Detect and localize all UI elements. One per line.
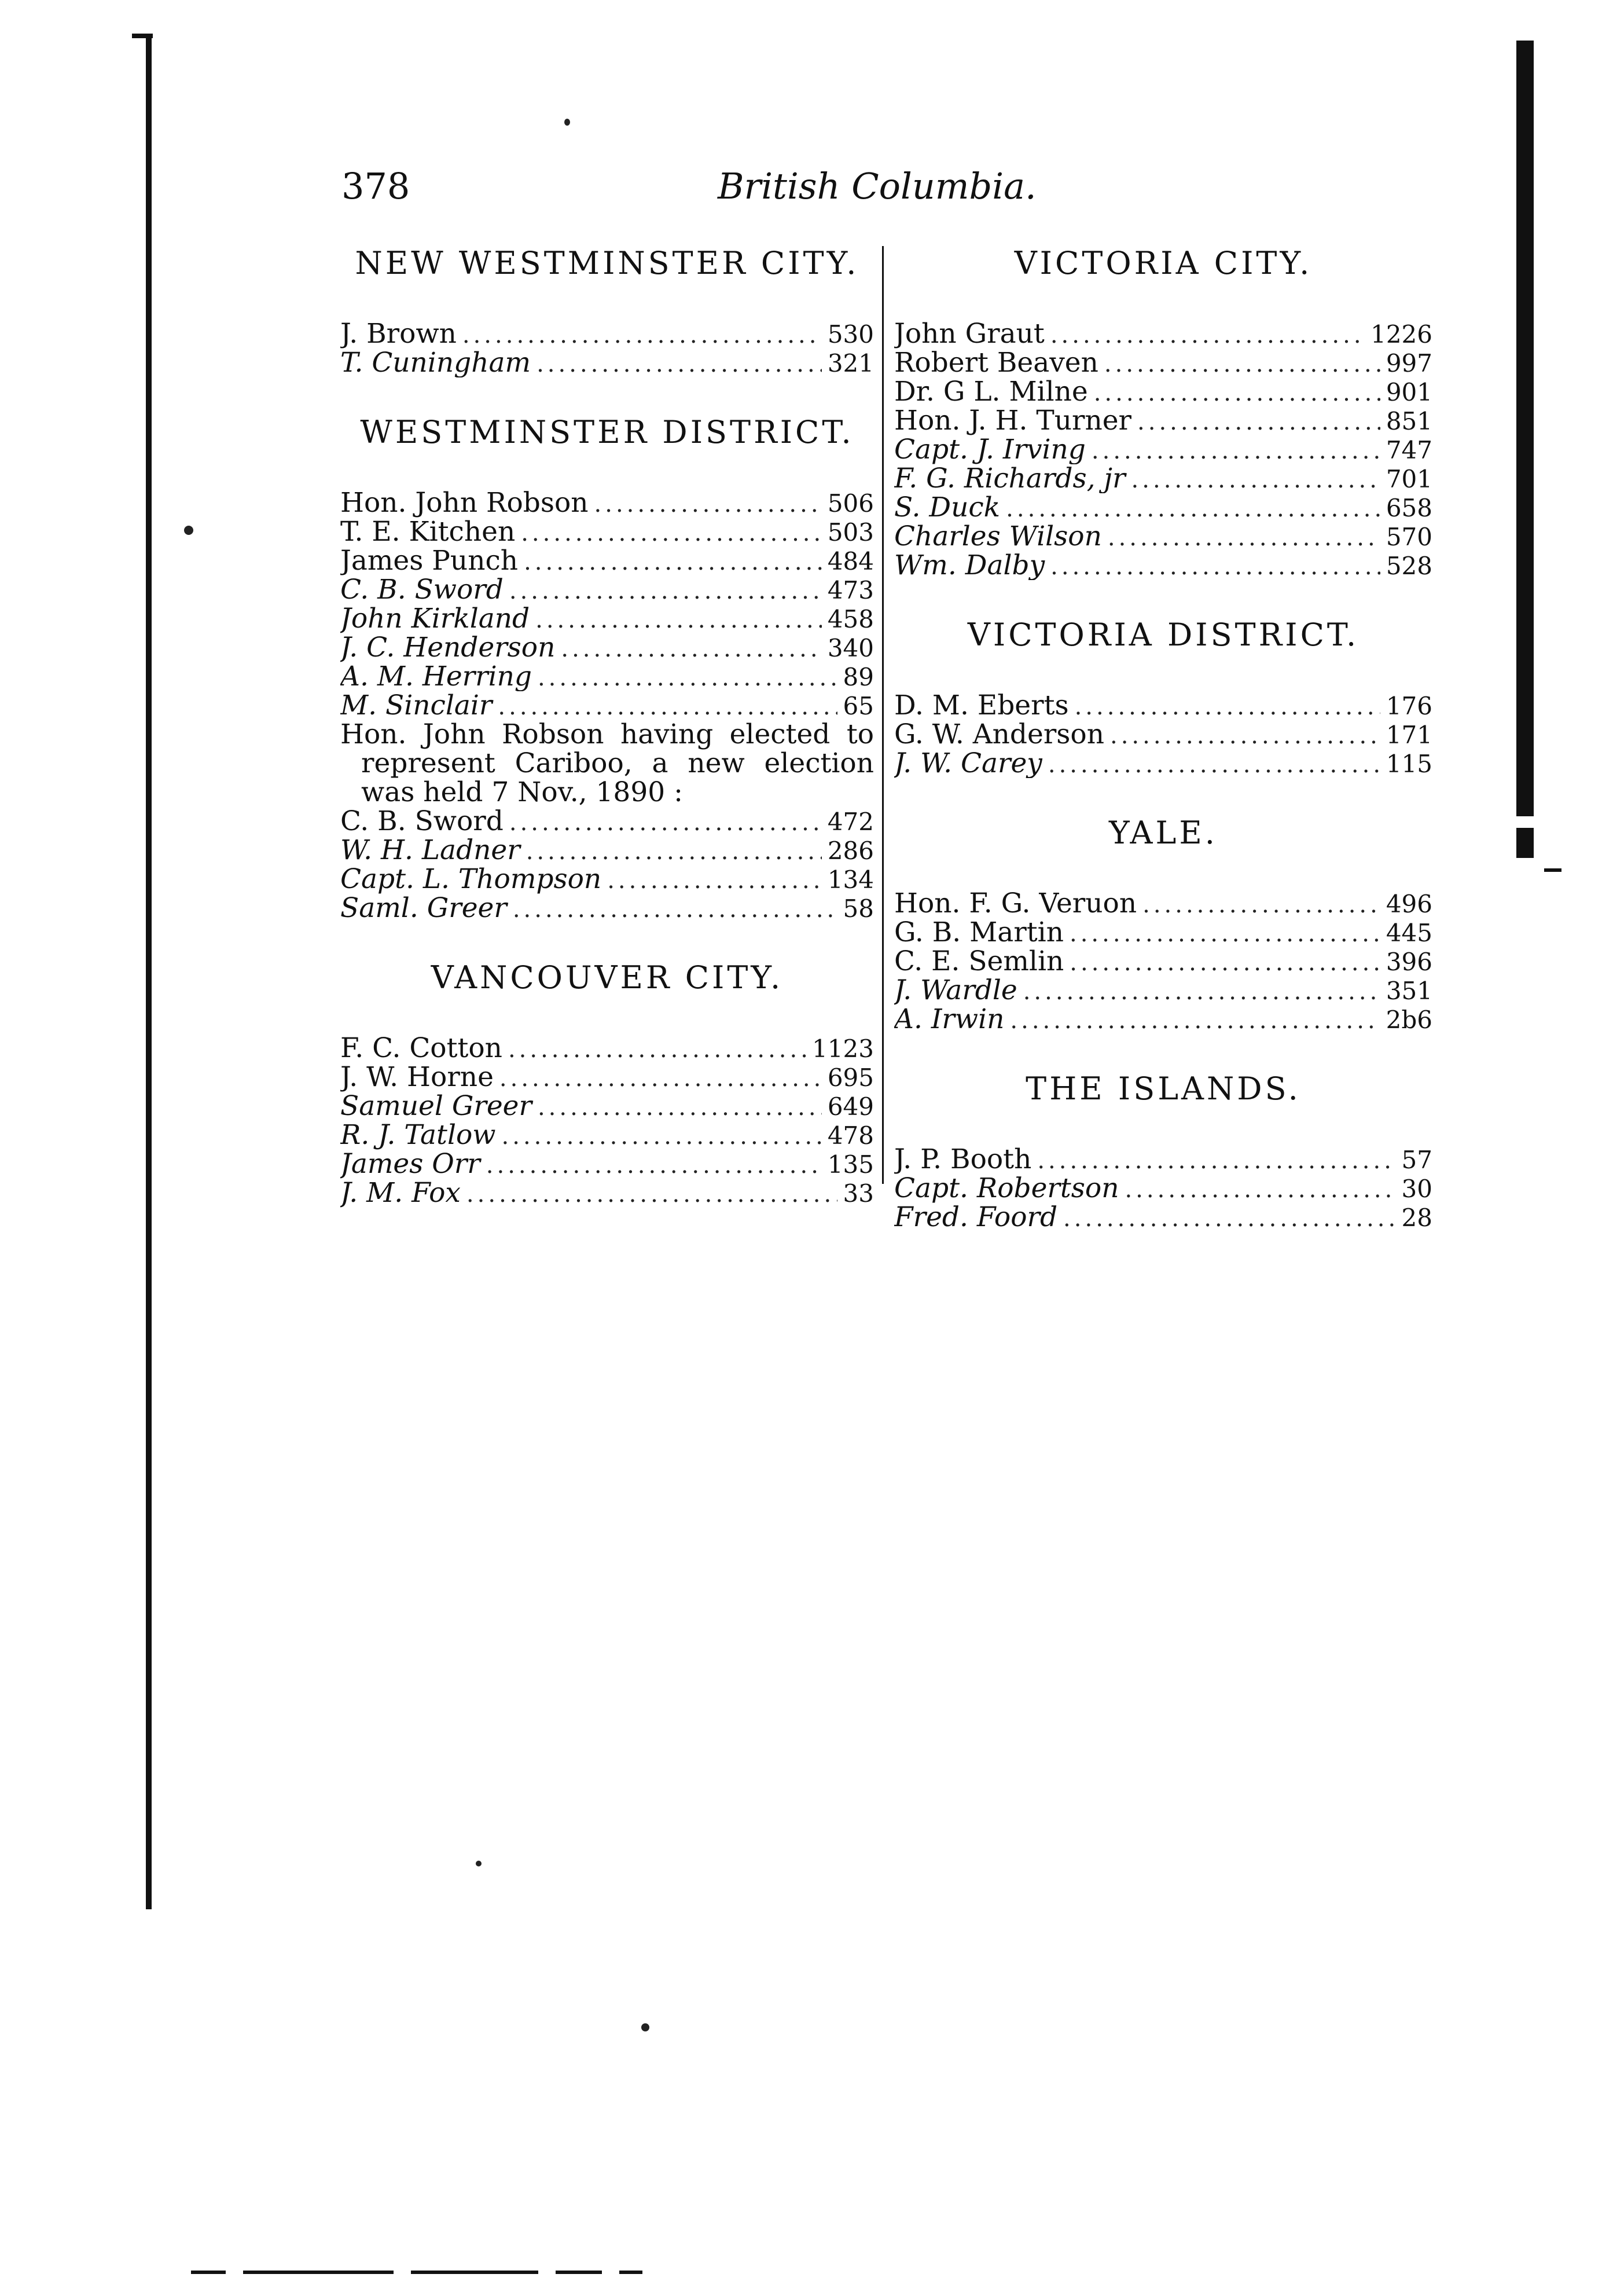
vote-count: 570 [1386, 523, 1432, 551]
section-new-westminster-city [340, 243, 874, 377]
result-row [340, 349, 874, 377]
candidate-name: C. B. Sword [340, 575, 504, 604]
result-row [894, 889, 1432, 918]
dot-leader [462, 321, 822, 349]
scan-edge-left [146, 34, 152, 1909]
result-row [894, 918, 1432, 947]
scan-bottom-dash [243, 2271, 394, 2274]
dot-leader [499, 1064, 822, 1092]
right-column [894, 243, 1432, 1267]
dot-leader [509, 577, 822, 604]
candidate-name: J. Brown [340, 320, 457, 349]
result-row [340, 1092, 874, 1121]
page-header [341, 165, 1094, 217]
vote-count: 176 [1386, 692, 1432, 720]
scan-bottom-dash [619, 2271, 642, 2274]
results-list [894, 1145, 1432, 1232]
result-row [894, 377, 1432, 406]
section-heading: YALE. [1109, 815, 1218, 851]
section-heading: WESTMINSTER DISTRICT. [360, 414, 854, 450]
vote-count: 458 [827, 605, 874, 633]
candidate-name: J. W. Carey [894, 749, 1042, 778]
vote-count: 496 [1386, 890, 1432, 918]
dot-leader [1075, 692, 1380, 720]
candidate-name: Fred. Foord [894, 1203, 1058, 1232]
dot-leader [513, 895, 837, 923]
dot-leader [1050, 321, 1365, 349]
candidate-name: Capt. J. Irving [894, 435, 1086, 464]
candidate-name: J. M. Fox [340, 1179, 461, 1208]
scan-edge-right [1516, 41, 1534, 816]
section-heading: VICTORIA DISTRICT. [967, 617, 1360, 653]
dot-leader [1094, 379, 1380, 406]
vote-count: 478 [827, 1121, 874, 1150]
vote-count: 851 [1386, 407, 1432, 435]
page-number: 378 [341, 165, 410, 207]
result-row [340, 320, 874, 349]
result-row [894, 493, 1432, 522]
candidate-name: Samuel Greer [340, 1092, 532, 1121]
result-row [894, 464, 1432, 493]
election-note: Hon. John Robson having elected to represent Cariboo, a new election was held 7 Nov., 1890 : [340, 718, 874, 808]
candidate-name: S. Duck [894, 493, 1001, 522]
left-column [340, 243, 874, 1242]
candidate-name: T. Cuningham [340, 349, 531, 377]
scan-speck [184, 526, 193, 535]
results-list [894, 691, 1432, 778]
dot-leader [538, 1093, 822, 1121]
result-row [340, 547, 874, 575]
dot-leader [607, 866, 822, 894]
dot-leader [1037, 1146, 1395, 1174]
result-row [340, 633, 874, 662]
dot-leader [1108, 523, 1380, 551]
result-row [340, 865, 874, 894]
result-row [340, 807, 874, 836]
scan-bottom-dash [191, 2271, 226, 2274]
result-row [894, 406, 1432, 435]
vote-count: 89 [843, 663, 874, 691]
result-row [340, 489, 874, 518]
result-row [894, 435, 1432, 464]
dot-leader [1070, 919, 1380, 947]
vote-count: 286 [827, 837, 874, 865]
dot-leader [502, 1122, 822, 1150]
vote-count: 134 [827, 865, 874, 894]
dot-leader [1050, 552, 1380, 580]
dot-leader [1006, 494, 1380, 522]
scan-edge-left-tick [132, 34, 153, 38]
candidate-name: R. J. Tatlow [340, 1121, 496, 1150]
vote-count: 701 [1386, 465, 1432, 493]
scan-bottom-dash [556, 2271, 602, 2274]
candidate-name: A. Irwin [894, 1005, 1005, 1034]
candidate-name: D. M. Eberts [894, 691, 1069, 720]
candidate-name: Dr. G L. Milne [894, 377, 1088, 406]
vote-count: 1123 [812, 1035, 874, 1063]
vote-count: 484 [827, 547, 874, 575]
candidate-name: A. M. Herring [340, 662, 532, 691]
scan-speck [641, 2023, 649, 2031]
dot-leader [561, 634, 821, 662]
candidate-name: John Graut [894, 320, 1045, 349]
dot-leader [537, 350, 822, 377]
section-the-islands [894, 1069, 1432, 1232]
candidate-name: J. Wardle [894, 976, 1017, 1005]
result-row [894, 1174, 1432, 1203]
result-row [340, 604, 874, 633]
vote-count: 65 [843, 692, 874, 720]
result-row [894, 1005, 1432, 1034]
dot-leader [486, 1151, 822, 1179]
vote-count: 695 [827, 1063, 874, 1092]
result-row [340, 836, 874, 865]
vote-count: 321 [827, 349, 874, 377]
result-row [894, 1145, 1432, 1174]
dot-leader [1023, 977, 1380, 1005]
candidate-name: F. C. Cotton [340, 1034, 502, 1063]
vote-count: 57 [1401, 1146, 1432, 1174]
result-row [894, 551, 1432, 580]
vote-count: 901 [1386, 378, 1432, 406]
result-row [340, 518, 874, 547]
vote-count: 445 [1386, 919, 1432, 947]
candidate-name: Saml. Greer [340, 894, 507, 923]
dot-leader [1131, 465, 1380, 493]
section-yale [894, 813, 1432, 1034]
candidate-name: G. W. Anderson [894, 720, 1104, 749]
vote-count: 649 [827, 1092, 874, 1121]
candidate-name: F. G. Richards, jr [894, 464, 1126, 493]
candidate-name: C. E. Semlin [894, 947, 1064, 976]
result-row [340, 691, 874, 720]
dot-leader [1048, 750, 1380, 778]
candidate-name: M. Sinclair [340, 691, 493, 720]
scan-speck [476, 1861, 482, 1866]
candidate-name: Robert Beaven [894, 349, 1098, 377]
result-row [340, 1063, 874, 1092]
section-heading: NEW WESTMINSTER CITY. [355, 245, 859, 281]
section-heading: THE ISLANDS. [1026, 1070, 1301, 1107]
scan-edge-right-block [1516, 828, 1534, 858]
vote-count: 747 [1386, 436, 1432, 464]
section-victoria-city [894, 243, 1432, 580]
section-heading: VANCOUVER CITY. [431, 959, 784, 996]
vote-count: 115 [1386, 750, 1432, 778]
dot-leader [1010, 1006, 1380, 1034]
candidate-name: W. H. Ladner [340, 836, 520, 865]
running-title: British Columbia. [718, 165, 1037, 207]
candidate-name: Capt. Robertson [894, 1174, 1119, 1203]
vote-count: 28 [1401, 1204, 1432, 1232]
vote-count: 33 [843, 1179, 874, 1208]
result-row [340, 1179, 874, 1208]
vote-count: 2b6 [1386, 1006, 1432, 1034]
column-divider [882, 246, 884, 1184]
result-row [340, 662, 874, 691]
dot-leader [509, 808, 822, 836]
scan-edge-right-dash [1544, 868, 1561, 872]
candidate-name: J. W. Horne [340, 1063, 494, 1092]
results-list [340, 320, 874, 377]
dot-leader [1137, 408, 1380, 435]
candidate-name: Wm. Dalby [894, 551, 1045, 580]
vote-count: 530 [827, 320, 874, 349]
dot-leader [524, 548, 822, 575]
vote-count: 171 [1386, 721, 1432, 749]
scan-bottom-dash [411, 2271, 538, 2274]
dot-leader [1070, 948, 1380, 976]
vote-count: 506 [827, 489, 874, 518]
section-victoria-district [894, 615, 1432, 778]
candidate-name: J. C. Henderson [340, 633, 556, 662]
candidate-name: James Punch [340, 547, 519, 575]
result-row [340, 894, 874, 923]
dot-leader [508, 1035, 806, 1063]
candidate-name: John Kirkland [340, 604, 530, 633]
dot-leader [538, 663, 837, 691]
result-row [894, 749, 1432, 778]
result-row [894, 720, 1432, 749]
candidate-name: Hon. J. H. Turner [894, 406, 1132, 435]
candidate-name: Hon. F. G. Veruon [894, 889, 1137, 918]
candidate-name: T. E. Kitchen [340, 518, 516, 547]
candidate-name: Charles Wilson [894, 522, 1102, 551]
vote-count: 1226 [1370, 320, 1432, 349]
vote-count: 30 [1401, 1175, 1432, 1203]
dot-leader [1125, 1175, 1395, 1203]
section-westminster-district [340, 412, 874, 923]
result-row [340, 575, 874, 604]
scan-speck [564, 119, 570, 126]
dot-leader [594, 490, 822, 518]
result-row [894, 976, 1432, 1005]
dot-leader [1142, 890, 1380, 918]
dot-leader [1063, 1204, 1396, 1232]
dot-leader [1104, 350, 1380, 377]
result-row [894, 522, 1432, 551]
vote-count: 473 [827, 576, 874, 604]
results-list [894, 889, 1432, 1034]
vote-count: 658 [1386, 494, 1432, 522]
dot-leader [521, 519, 822, 547]
result-row [340, 1121, 874, 1150]
candidate-name: Hon. John Robson [340, 489, 589, 518]
results-list [894, 320, 1432, 580]
candidate-name: J. P. Booth [894, 1145, 1032, 1174]
section-vancouver-city [340, 958, 874, 1208]
dot-leader [526, 837, 822, 865]
results-list [340, 1034, 874, 1208]
candidate-name: G. B. Martin [894, 918, 1064, 947]
vote-count: 396 [1386, 948, 1432, 976]
dot-leader [1092, 437, 1380, 464]
candidate-name: C. B. Sword [340, 807, 504, 836]
dot-leader [1110, 721, 1380, 749]
result-row [894, 320, 1432, 349]
vote-count: 58 [843, 894, 874, 923]
result-row [894, 947, 1432, 976]
result-row [894, 691, 1432, 720]
vote-count: 472 [827, 808, 874, 836]
vote-count: 340 [827, 634, 874, 662]
vote-count: 135 [827, 1150, 874, 1179]
candidate-name: James Orr [340, 1150, 480, 1179]
result-row [894, 349, 1432, 377]
result-row [340, 1150, 874, 1179]
results-list [340, 489, 874, 923]
result-row [340, 1034, 874, 1063]
result-row [894, 1203, 1432, 1232]
vote-count: 503 [827, 518, 874, 547]
candidate-name: Capt. L. Thompson [340, 865, 602, 894]
section-heading: VICTORIA CITY. [1014, 245, 1313, 281]
dot-leader [535, 606, 822, 633]
vote-count: 997 [1386, 349, 1432, 377]
vote-count: 528 [1386, 552, 1432, 580]
dot-leader [498, 692, 837, 720]
vote-count: 351 [1386, 977, 1432, 1005]
dot-leader [466, 1180, 837, 1208]
